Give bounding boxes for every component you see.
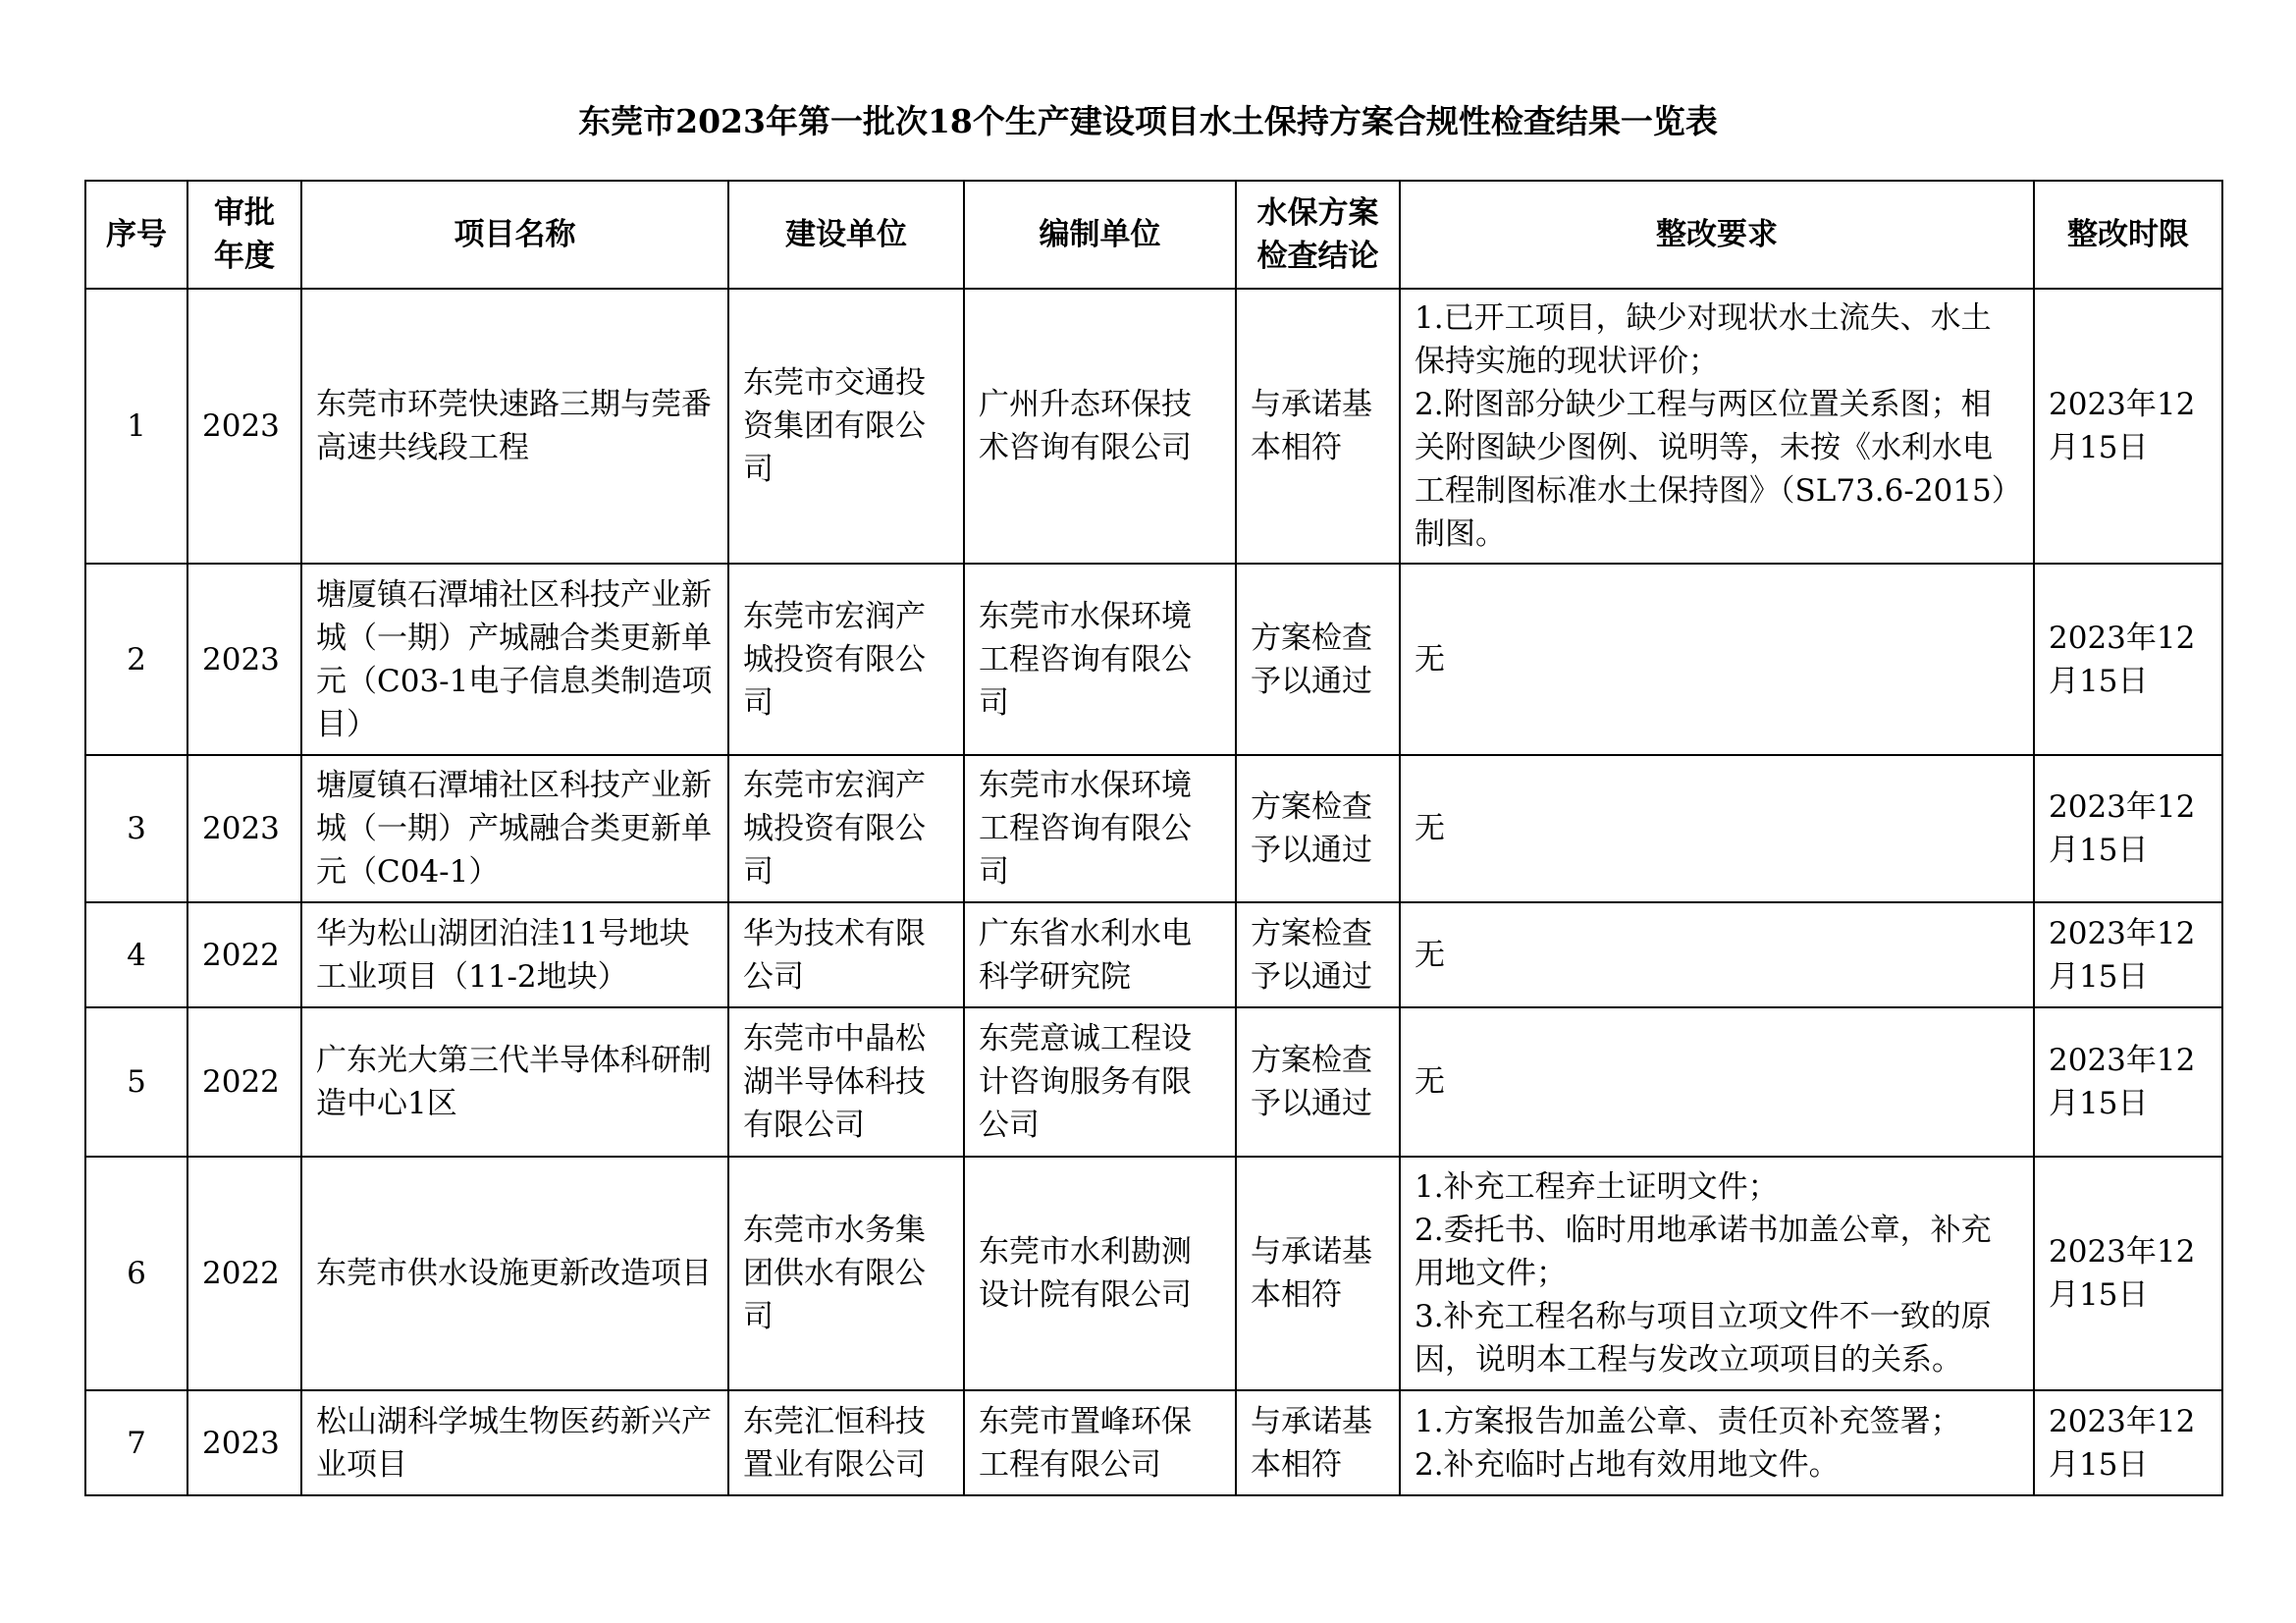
cell-year: 2023 [187,289,301,564]
cell-seq: 7 [85,1390,187,1495]
col-header-builder: 建设单位 [728,181,964,289]
cell-deadline: 2023年12月15日 [2034,755,2222,902]
cell-project: 松山湖科学城生物医药新兴产业项目 [301,1390,728,1495]
cell-deadline: 2023年12月15日 [2034,1390,2222,1495]
cell-requirements [1400,755,2034,902]
col-header-seq: 序号 [85,181,187,289]
requirement-line: 2.委托书、临时用地承诺书加盖公章，补充用地文件； [1415,1213,1992,1291]
cell-deadline: 2023年12月15日 [2034,1157,2222,1390]
cell-seq: 2 [85,564,187,755]
cell-requirements [1400,289,2034,564]
requirement-line: 无 [1415,641,1445,677]
cell-conclusion: 方案检查予以通过 [1236,564,1400,755]
cell-seq: 4 [85,902,187,1007]
cell-author: 东莞市水保环境工程咨询有限公司 [964,564,1236,755]
cell-year: 2023 [187,755,301,902]
col-header-conclusion: 水保方案检查结论 [1236,181,1400,289]
page-title: 东莞市2023年第一批次18个生产建设项目水土保持方案合规性检查结果一览表 [578,102,1718,140]
cell-project: 华为松山湖团泊洼11号地块工业项目（11-2地块） [301,902,728,1007]
cell-conclusion: 方案检查予以通过 [1236,1007,1400,1157]
requirement-line: 1.已开工项目，缺少对现状水土流失、水土保持实施的现状评价； [1415,300,1992,379]
cell-requirements [1400,902,2034,1007]
table-row [85,755,2222,902]
cell-project: 塘厦镇石潭埔社区科技产业新城（一期）产城融合类更新单元（C03-1电子信息类制造项目） [301,564,728,755]
cell-author: 东莞市水保环境工程咨询有限公司 [964,755,1236,902]
cell-seq: 5 [85,1007,187,1157]
cell-seq: 1 [85,289,187,564]
cell-year: 2023 [187,1390,301,1495]
col-header-year: 审批年度 [187,181,301,289]
cell-builder: 华为技术有限公司 [728,902,964,1007]
cell-deadline: 2023年12月15日 [2034,564,2222,755]
cell-builder: 东莞市宏润产城投资有限公司 [728,755,964,902]
requirement-line: 无 [1415,1064,1445,1100]
cell-year: 2022 [187,1157,301,1390]
col-header-requirements: 整改要求 [1400,181,2034,289]
cell-year: 2022 [187,902,301,1007]
cell-author: 东莞市水利勘测设计院有限公司 [964,1157,1236,1390]
cell-requirements [1400,1157,2034,1390]
cell-requirements [1400,564,2034,755]
table-row [85,1157,2222,1390]
table-row [85,902,2222,1007]
cell-project: 东莞市供水设施更新改造项目 [301,1157,728,1390]
cell-requirements [1400,1007,2034,1157]
header-row [85,181,2222,289]
cell-builder: 东莞市交通投资集团有限公司 [728,289,964,564]
cell-builder: 东莞汇恒科技置业有限公司 [728,1390,964,1495]
cell-seq: 6 [85,1157,187,1390]
table-row [85,1390,2222,1495]
cell-project: 东莞市环莞快速路三期与莞番高速共线段工程 [301,289,728,564]
cell-author: 广东省水利水电科学研究院 [964,902,1236,1007]
table-row [85,1007,2222,1157]
requirement-line: 2.补充临时占地有效用地文件。 [1415,1446,1840,1483]
cell-project: 塘厦镇石潭埔社区科技产业新城（一期）产城融合类更新单元（C04-1） [301,755,728,902]
cell-deadline: 2023年12月15日 [2034,1007,2222,1157]
cell-conclusion: 方案检查予以通过 [1236,755,1400,902]
col-header-deadline: 整改时限 [2034,181,2222,289]
requirement-line: 1.方案报告加盖公章、责任页补充签署； [1415,1403,1961,1439]
cell-author: 东莞意诚工程设计咨询服务有限公司 [964,1007,1236,1157]
table-row [85,564,2222,755]
cell-conclusion: 方案检查予以通过 [1236,902,1400,1007]
col-header-author: 编制单位 [964,181,1236,289]
cell-conclusion: 与承诺基本相符 [1236,1157,1400,1390]
cell-deadline: 2023年12月15日 [2034,289,2222,564]
cell-year: 2022 [187,1007,301,1157]
cell-requirements [1400,1390,2034,1495]
requirement-line: 2.附图部分缺少工程与两区位置关系图；相关附图缺少图例、说明等，未按《水利水电工程制图标准水土保持图》（SL73.6-2015）制图。 [1415,387,2007,552]
cell-author: 东莞市置峰环保工程有限公司 [964,1390,1236,1495]
cell-conclusion: 与承诺基本相符 [1236,1390,1400,1495]
col-header-project: 项目名称 [301,181,728,289]
cell-seq: 3 [85,755,187,902]
cell-conclusion: 与承诺基本相符 [1236,289,1400,564]
cell-deadline: 2023年12月15日 [2034,902,2222,1007]
table-row [85,289,2222,564]
requirement-line: 无 [1415,937,1445,973]
requirement-line: 无 [1415,811,1445,846]
cell-project: 广东光大第三代半导体科研制造中心1区 [301,1007,728,1157]
requirement-line: 1.补充工程弃土证明文件； [1415,1169,1779,1205]
requirement-line: 3.补充工程名称与项目立项文件不一致的原因，说明本工程与发改立项项目的关系。 [1415,1299,1992,1378]
cell-year: 2023 [187,564,301,755]
cell-builder: 东莞市中晶松湖半导体科技有限公司 [728,1007,964,1157]
cell-builder: 东莞市水务集团供水有限公司 [728,1157,964,1390]
cell-author: 广州升态环保技术咨询有限公司 [964,289,1236,564]
cell-builder: 东莞市宏润产城投资有限公司 [728,564,964,755]
results-table [84,180,2223,1496]
